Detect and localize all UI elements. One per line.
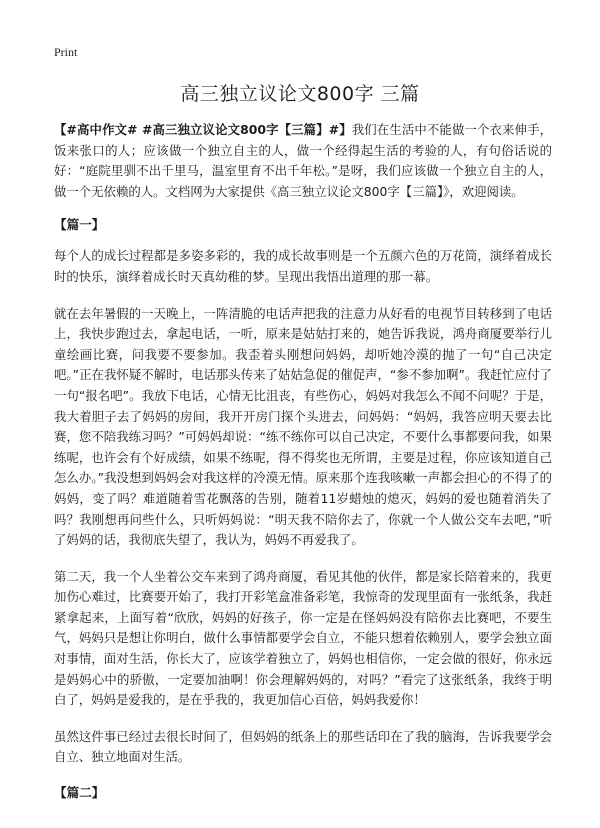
paragraph: 就在去年暑假的一天晚上，一阵清脆的电话声把我的注意力从好看的电视节目转移到了电话上，我快步跑过去，拿起电话，一听，原来是姑姑打来的，她告诉我说，鸿舟商厦要举行儿童绘画比赛，问我要不要参加。我歪着头刚想问妈妈，却听她冷漠的抛了一句“自己决定吧。”正在我怀疑不解时，电话那头传来了姑姑急促的催促声，“参不参加啊”。我赶忙应付了一句“报名吧”。我放下电话，心情无比沮丧，有些伤心，妈妈对我怎么不闻不问呢？于是，我大着胆子去了妈妈的房间，我开开房门探个头进去，问妈妈：“妈妈，我答应明天要去比赛，您不陪我练习吗？”可妈妈却说：“练不练你可以自己决定，不要什么事都要问我，如果练呢，也许会有个好成绩，如果不练呢，得不得奖也无所谓，主要是过程，你应该知道自己怎么办。”我没想到妈妈会对我这样的冷漠无情。原来那个连我咳嗽一声都会担心的不得了的妈妈，变了吗？难道随着雪花飘落的告别，随着11岁蜡烛的熄灭，妈妈的爱也随着消失了吗？我刚想再问些什么，只听妈妈说：“明天我不陪你去了，你就一个人做公交车去吧，”听了妈妈的话，我彻底失望了，我认为，妈妈不再爱我了。 — [54, 305, 552, 548]
section-heading-2: 【篇二】 — [54, 785, 105, 801]
page-title: 高三独立议论文800字 三篇 — [180, 83, 420, 105]
article-body — [54, 120, 552, 814]
section-heading-1: 【篇一】 — [54, 217, 105, 233]
paragraph: 第二天，我一个人坐着公交车来到了鸿舟商厦，看见其他的伙伴，都是家长陪着来的，我更加伤心难过，比赛要开始了，我打开彩笔盒准备彩笔，我惊奇的发现里面有一张纸条，我赶紧拿起来，上面写着“欣欣，妈妈的好孩子，你一定是在怪妈妈没有陪你去比赛吧，不要生气，妈妈只是想让你明白，做什么事情都要学会自立，不能只想着依赖别人，要学会独立面对事情，面对生活，你长大了，应该学着独立了，妈妈也相信你，一定会做的很好，你永远是妈妈心中的骄傲，一定要加油啊！你会理解妈妈的，对吗？”看完了这张纸条，我终于明白了，妈妈是爱我的，是在乎我的，我更加信心百倍，妈妈我爱你！ — [54, 568, 552, 708]
paragraph: 虽然这件事已经过去很长时间了，但妈妈的纸条上的那些话印在了我的脑海，告诉我要学会自立、独立地面对生活。 — [54, 728, 552, 765]
intro-tags: 【#高中作文# #高三独立议论文800字【三篇】#】 — [54, 122, 352, 137]
intro-text: 我们在生活中不能做一个衣来伸手，饭来张口的人；应该做一个独立自主的人，做一个经得起生活的考验的人，有句俗话说的好：“庭院里驯不出千里马，温室里育不出千年松。”是呀，我们应该做一个独立自主的人，做一个无依赖的人。文档网为大家提供《高三独立议论文800字【三篇】》，欢迎阅读。 — [54, 122, 552, 199]
print-link[interactable]: Print — [54, 45, 78, 59]
intro-paragraph — [54, 120, 552, 202]
paragraph: 每个人的成长过程都是多姿多彩的，我的成长故事则是一个五颜六色的万花筒，演绎着成长时的快乐，演绎着成长时天真幼稚的梦。呈现出我悟出道理的那一幕。 — [54, 248, 552, 284]
